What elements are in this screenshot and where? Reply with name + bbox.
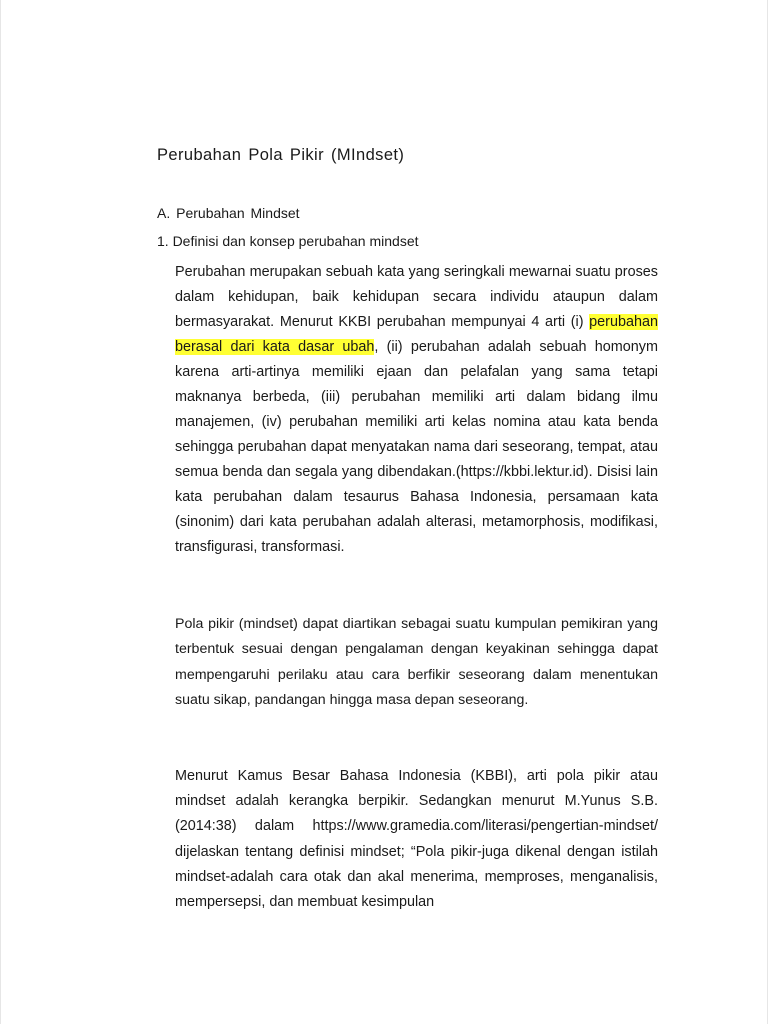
paragraph-perubahan-definition	[175, 260, 658, 560]
subsection-heading-1: 1. Definisi dan konsep perubahan mindset	[157, 233, 419, 249]
page-left-border	[0, 0, 1, 1024]
paragraph-pola-pikir: Pola pikir (mindset) dapat diartikan sebagai suatu kumpulan pemikiran yang terbentuk sesuai dengan pengalaman dengan keyakinan sehingga dapat mempengaruhi perilaku atau cara berfikir seseorang dalam menentukan suatu sikap, pandangan hingga masa depan seseorang.	[175, 616, 658, 708]
paragraph-text-before-highlight: Perubahan merupakan sebuah kata yang seringkali mewarnai suatu proses dalam kehidupan, baik kehidupan secara individu ataupun dalam bermasyarakat. Menurut KKBI perubahan mempunyai 4 arti (i)	[175, 264, 658, 330]
section-heading-a: A. Perubahan Mindset	[157, 205, 300, 221]
document-title: Perubahan Pola Pikir (MIndset)	[157, 146, 405, 164]
paragraph-kbbi-mindset: Menurut Kamus Besar Bahasa Indonesia (KBBI), arti pola pikir atau mindset adalah kerangka berpikir. Sedangkan menurut M.Yunus S.B. (2014:38) dalam https://www.gramedia.com/literasi/pengertian-mindset/ dijelaskan tentang definisi mindset; “Pola pikir-juga dikenal dengan istilah mindset-adalah cara otak dan akal menerima, memproses, menganalisis, mempersepsi, dan membuat kesimpulan	[175, 768, 658, 911]
highlighted-text: perubahan berasal dari kata dasar ubah	[175, 314, 658, 355]
paragraph-text-after-highlight: , (ii) perubahan adalah sebuah homonym karena arti-artinya memiliki ejaan dan pelafalan yang sama tetapi maknanya berbeda, (iii) perubahan memiliki arti dalam bidang ilmu manajemen, (iv) perubahan memiliki arti kelas nomina atau kata benda sehingga perubahan dapat menyatakan nama dari seseorang, tempat, atau semua benda dan segala yang dibendakan.(https://kbbi.lektur.id). Disisi lain kata perubahan dalam tesaurus Bahasa Indonesia, persamaan kata (sinonim) dari kata perubahan adalah alterasi, metamorphosis, modifikasi, transfigurasi, transformasi.	[175, 339, 658, 555]
